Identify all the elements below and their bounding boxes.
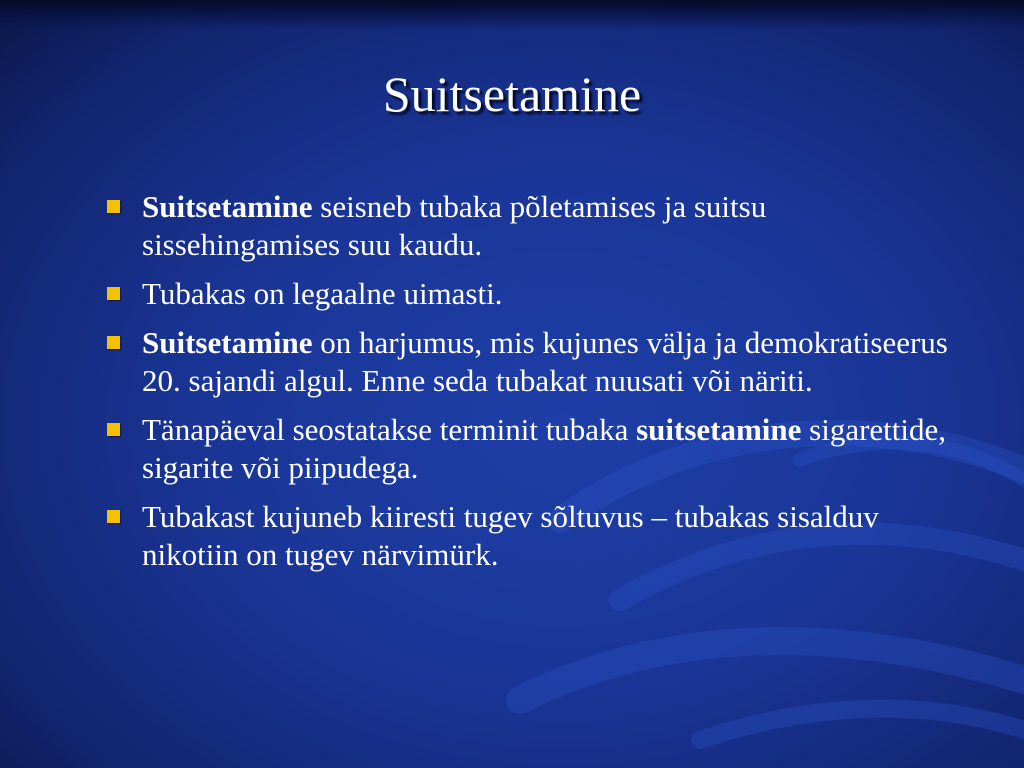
bullet-item	[102, 411, 962, 487]
bullet-text: Tänapäeval seostatakse terminit tubaka	[142, 412, 637, 447]
square-bullet-icon	[107, 423, 120, 436]
bullet-item	[102, 324, 962, 400]
bullet-text: Tubakas on legaalne uimasti.	[142, 276, 503, 311]
bullet-item	[102, 188, 962, 264]
bullet-item	[102, 275, 962, 313]
bullet-text: seisneb tubaka põletamises ja suitsu sissehingamises suu kaudu.	[142, 189, 767, 262]
bullet-text: sigarettide, sigarite või piipudega.	[142, 412, 947, 485]
bullet-bold-term: suitsetamine	[636, 412, 802, 447]
bullet-list	[102, 188, 962, 585]
bullet-bold-term: Suitsetamine	[142, 189, 313, 224]
square-bullet-icon	[107, 287, 120, 300]
bullet-bold-term: Suitsetamine	[142, 325, 313, 360]
bullet-text: Tubakast kujuneb kiiresti tugev sõltuvus – tubakas sisalduv nikotiin on tugev närvimürk.	[142, 499, 879, 572]
square-bullet-icon	[107, 336, 120, 349]
square-bullet-icon	[107, 200, 120, 213]
slide-title: Suitsetamine	[382, 66, 642, 122]
bullet-item	[102, 498, 962, 574]
bullet-text: on harjumus, mis kujunes välja ja demokratiseerus 20. sajandi algul. Enne seda tubakat nuusati või näriti.	[142, 325, 948, 398]
square-bullet-icon	[107, 510, 120, 523]
